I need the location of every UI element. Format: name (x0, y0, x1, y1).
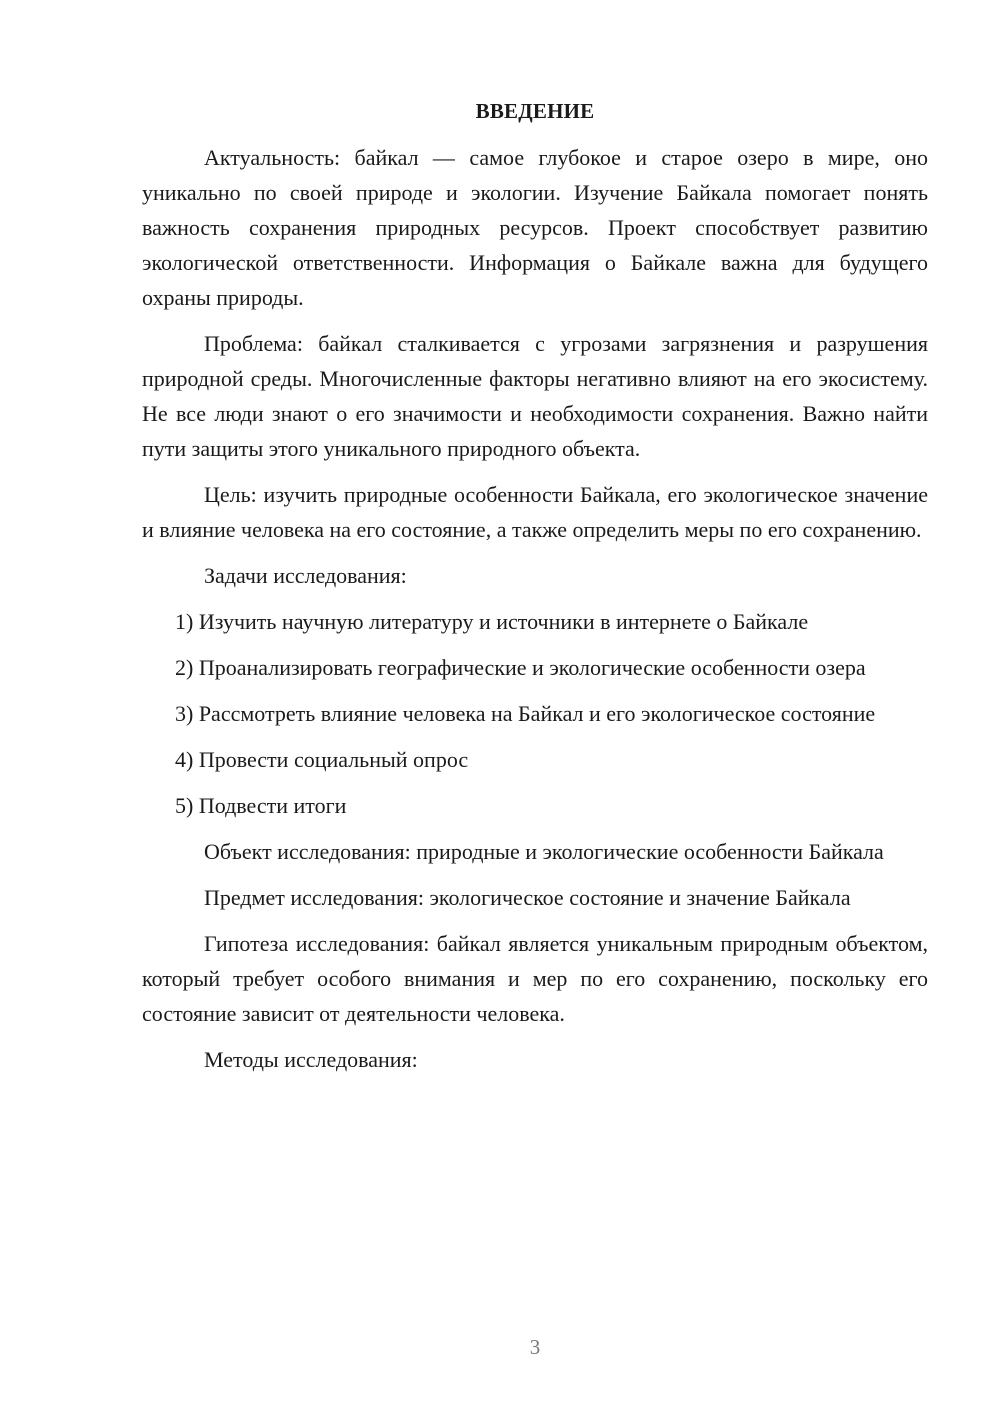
goal-paragraph: Цель: изучить природные особенности Байкала, его экологическое значение и влияние человека на его состояние, а также определить меры по его сохранению. (142, 482, 928, 542)
task-item: 4) Провести социальный опрос (175, 747, 469, 772)
task-item: 5) Подвести итоги (175, 793, 347, 818)
section-heading: ВВЕДЕНИЕ (475, 99, 595, 123)
problem-paragraph: Проблема: байкал сталкивается с угрозами загрязнения и разрушения природной среды. Многочисленные факторы негативно влияют на его экосистему. Не все люди знают о его значимости и необходимости сохранения. Важно найти пути защиты этого уникального природного объекта. (142, 331, 928, 461)
relevance-paragraph: Актуальность: байкал — самое глубокое и старое озеро в мире, оно уникально по своей природе и экологии. Изучение Байкала помогает понять важность сохранения природных ресурсов. Проект способствует развитию экологической ответственности. Информация о Байкале важна для будущего охраны природы. (142, 145, 928, 310)
methods-title: Методы исследования: (204, 1047, 418, 1072)
subject-paragraph: Предмет исследования: экологическое состояние и значение Байкала (204, 885, 851, 910)
page-number: 3 (529, 1335, 541, 1359)
page-content (142, 96, 928, 1088)
task-item: 1) Изучить научную литературу и источники в интернете о Байкале (175, 609, 809, 634)
hypothesis-paragraph: Гипотеза исследования: байкал является уникальным природным объектом, который требует особого внимания и мер по его сохранению, поскольку его состояние зависит от деятельности человека. (142, 931, 928, 1026)
task-item: 2) Проанализировать географические и экологические особенности озера (175, 655, 866, 680)
task-item: 3) Рассмотреть влияние человека на Байкал и его экологическое состояние (175, 701, 876, 726)
tasks-title: Задачи исследования: (204, 563, 407, 588)
object-paragraph: Объект исследования: природные и экологические особенности Байкала (204, 839, 884, 864)
